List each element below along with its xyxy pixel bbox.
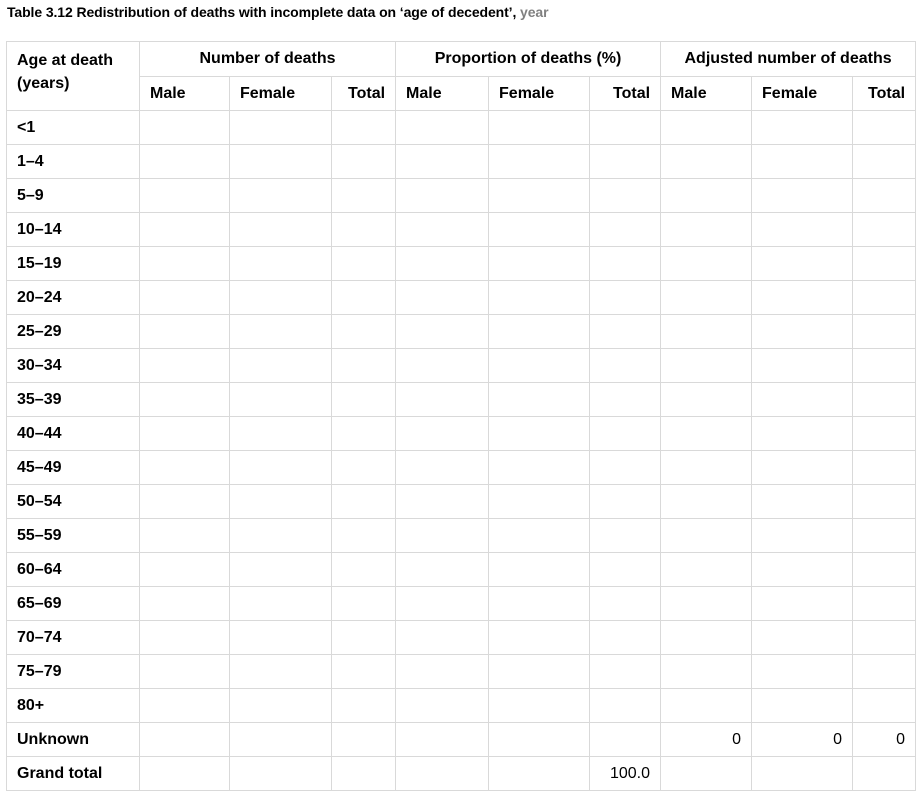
table-row: [7, 179, 916, 213]
data-cell: [590, 349, 661, 383]
data-cell: [396, 349, 489, 383]
data-cell: [489, 621, 590, 655]
data-cell: [661, 383, 752, 417]
data-cell: [396, 247, 489, 281]
data-cell: [752, 179, 853, 213]
age-group-label: 40–44: [7, 417, 140, 451]
data-cell: [140, 485, 230, 519]
data-cell: [140, 179, 230, 213]
data-cell: [853, 315, 916, 349]
data-cell: [853, 553, 916, 587]
data-cell: [590, 553, 661, 587]
data-cell: [752, 485, 853, 519]
data-cell: [853, 587, 916, 621]
data-cell: [230, 213, 332, 247]
caption-text: Table 3.12 Redistribution of deaths with incomplete data on ‘age of decedent’,: [7, 4, 517, 20]
data-cell: [590, 179, 661, 213]
data-cell: [661, 757, 752, 791]
data-cell: [590, 281, 661, 315]
data-cell: [140, 417, 230, 451]
subheader-total: Total: [853, 77, 916, 111]
data-cell: [332, 349, 396, 383]
data-cell: [752, 621, 853, 655]
age-group-label: 65–69: [7, 587, 140, 621]
subheader-male: Male: [140, 77, 230, 111]
table-body: [7, 42, 916, 791]
group-header-adjusted-number-of-deaths: Adjusted number of deaths: [661, 42, 916, 77]
data-cell: [661, 349, 752, 383]
data-cell: [489, 111, 590, 145]
data-cell: [140, 689, 230, 723]
data-cell: [140, 281, 230, 315]
data-cell: [140, 213, 230, 247]
age-group-label: 45–49: [7, 451, 140, 485]
row-header-label: Age at death (years): [7, 42, 140, 111]
data-cell: [752, 757, 853, 791]
data-cell: [332, 247, 396, 281]
data-cell: [230, 757, 332, 791]
data-cell: [853, 349, 916, 383]
data-cell: [489, 519, 590, 553]
data-cell: [332, 213, 396, 247]
age-group-label: 30–34: [7, 349, 140, 383]
data-cell: [661, 179, 752, 213]
data-cell: [752, 281, 853, 315]
data-cell: [332, 111, 396, 145]
data-cell: 0: [853, 723, 916, 757]
data-cell: [752, 349, 853, 383]
data-cell: [853, 485, 916, 519]
data-cell: [396, 281, 489, 315]
subheader-total: Total: [590, 77, 661, 111]
data-cell: [590, 383, 661, 417]
data-cell: [332, 485, 396, 519]
group-header-number-of-deaths: Number of deaths: [140, 42, 396, 77]
data-cell: [661, 145, 752, 179]
data-cell: [590, 451, 661, 485]
data-cell: [140, 723, 230, 757]
data-cell: [489, 349, 590, 383]
data-cell: [752, 247, 853, 281]
data-cell: [230, 485, 332, 519]
data-cell: [853, 247, 916, 281]
table-row: [7, 621, 916, 655]
data-cell: [853, 451, 916, 485]
age-group-label: 75–79: [7, 655, 140, 689]
data-cell: [396, 111, 489, 145]
table-row: [7, 757, 916, 791]
data-cell: [853, 655, 916, 689]
data-cell: [489, 757, 590, 791]
data-cell: [752, 553, 853, 587]
data-cell: [590, 519, 661, 553]
subheader-row: [7, 77, 916, 111]
data-cell: [396, 145, 489, 179]
data-cell: [590, 315, 661, 349]
age-group-label: 55–59: [7, 519, 140, 553]
data-cell: [489, 485, 590, 519]
data-cell: [140, 621, 230, 655]
data-cell: [396, 213, 489, 247]
data-cell: [590, 417, 661, 451]
data-cell: [590, 247, 661, 281]
data-cell: [853, 757, 916, 791]
data-cell: [396, 451, 489, 485]
data-cell: [230, 621, 332, 655]
data-cell: [661, 247, 752, 281]
data-cell: [230, 111, 332, 145]
data-cell: [230, 315, 332, 349]
table-row: [7, 281, 916, 315]
data-cell: [752, 111, 853, 145]
table-row: [7, 587, 916, 621]
data-cell: [396, 519, 489, 553]
data-cell: [332, 145, 396, 179]
data-cell: [661, 553, 752, 587]
subheader-male: Male: [661, 77, 752, 111]
data-cell: [489, 281, 590, 315]
group-header-proportion-of-deaths: Proportion of deaths (%): [396, 42, 661, 77]
data-cell: [590, 145, 661, 179]
data-cell: [853, 689, 916, 723]
data-cell: [230, 587, 332, 621]
age-group-label: 10–14: [7, 213, 140, 247]
data-cell: [230, 451, 332, 485]
data-cell: [396, 655, 489, 689]
data-cell: [590, 621, 661, 655]
data-cell: [489, 315, 590, 349]
data-cell: [332, 281, 396, 315]
data-cell: [140, 519, 230, 553]
data-cell: [853, 111, 916, 145]
data-cell: [489, 553, 590, 587]
data-cell: 0: [752, 723, 853, 757]
data-cell: [752, 655, 853, 689]
data-cell: [661, 451, 752, 485]
data-cell: [140, 757, 230, 791]
data-cell: [396, 315, 489, 349]
group-header-row: [7, 42, 916, 77]
data-cell: [140, 145, 230, 179]
age-group-label: 15–19: [7, 247, 140, 281]
data-cell: [853, 145, 916, 179]
table-row: [7, 519, 916, 553]
data-cell: 100.0: [590, 757, 661, 791]
data-cell: [140, 451, 230, 485]
data-cell: [140, 315, 230, 349]
age-group-label: 35–39: [7, 383, 140, 417]
age-group-label: Unknown: [7, 723, 140, 757]
table-row: [7, 417, 916, 451]
data-cell: 0: [661, 723, 752, 757]
data-cell: [489, 145, 590, 179]
data-cell: [332, 417, 396, 451]
table-row: [7, 689, 916, 723]
age-group-label: 5–9: [7, 179, 140, 213]
data-cell: [489, 655, 590, 689]
data-cell: [332, 587, 396, 621]
data-cell: [230, 179, 332, 213]
age-group-label: 20–24: [7, 281, 140, 315]
data-cell: [590, 485, 661, 519]
table-row: [7, 145, 916, 179]
subheader-male: Male: [396, 77, 489, 111]
data-cell: [230, 553, 332, 587]
data-cell: [230, 723, 332, 757]
data-cell: [661, 111, 752, 145]
data-cell: [489, 213, 590, 247]
data-cell: [332, 723, 396, 757]
data-cell: [140, 587, 230, 621]
age-group-label: 50–54: [7, 485, 140, 519]
data-cell: [853, 281, 916, 315]
table-row: [7, 111, 916, 145]
data-cell: [752, 315, 853, 349]
data-cell: [230, 655, 332, 689]
data-cell: [396, 383, 489, 417]
data-cell: [853, 621, 916, 655]
data-cell: [230, 417, 332, 451]
data-cell: [332, 757, 396, 791]
data-cell: [661, 281, 752, 315]
data-cell: [332, 621, 396, 655]
data-cell: [853, 383, 916, 417]
data-cell: [140, 111, 230, 145]
table-row: [7, 213, 916, 247]
table-row: [7, 485, 916, 519]
age-group-label: 60–64: [7, 553, 140, 587]
data-cell: [332, 655, 396, 689]
data-cell: [332, 689, 396, 723]
data-cell: [396, 417, 489, 451]
data-cell: [590, 689, 661, 723]
data-cell: [140, 655, 230, 689]
data-cell: [489, 689, 590, 723]
data-cell: [140, 553, 230, 587]
data-cell: [661, 315, 752, 349]
data-cell: [396, 689, 489, 723]
deaths-table: [6, 41, 916, 791]
table-row: [7, 383, 916, 417]
data-cell: [230, 349, 332, 383]
data-cell: [332, 519, 396, 553]
data-cell: [332, 383, 396, 417]
data-cell: [853, 417, 916, 451]
data-cell: [332, 451, 396, 485]
data-cell: [752, 417, 853, 451]
data-cell: [590, 587, 661, 621]
data-cell: [853, 179, 916, 213]
data-cell: [396, 757, 489, 791]
age-group-label: Grand total: [7, 757, 140, 791]
age-group-label: 70–74: [7, 621, 140, 655]
data-cell: [396, 485, 489, 519]
data-cell: [489, 417, 590, 451]
table-row: [7, 349, 916, 383]
data-cell: [661, 485, 752, 519]
data-cell: [853, 213, 916, 247]
age-group-label: 1–4: [7, 145, 140, 179]
subheader-total: Total: [332, 77, 396, 111]
data-cell: [661, 655, 752, 689]
data-cell: [332, 315, 396, 349]
data-cell: [661, 213, 752, 247]
data-cell: [140, 383, 230, 417]
data-cell: [396, 587, 489, 621]
table-row: [7, 655, 916, 689]
data-cell: [140, 349, 230, 383]
data-cell: [489, 587, 590, 621]
table-row: [7, 451, 916, 485]
data-cell: [752, 519, 853, 553]
subheader-female: Female: [752, 77, 853, 111]
data-cell: [396, 723, 489, 757]
age-group-label: 80+: [7, 689, 140, 723]
data-cell: [489, 451, 590, 485]
data-cell: [489, 383, 590, 417]
data-cell: [661, 587, 752, 621]
data-cell: [332, 179, 396, 213]
data-cell: [590, 655, 661, 689]
data-cell: [661, 519, 752, 553]
data-cell: [752, 587, 853, 621]
data-cell: [590, 723, 661, 757]
data-cell: [489, 179, 590, 213]
data-cell: [230, 383, 332, 417]
data-cell: [332, 553, 396, 587]
data-cell: [853, 519, 916, 553]
data-cell: [752, 213, 853, 247]
data-cell: [230, 281, 332, 315]
data-cell: [752, 689, 853, 723]
data-cell: [489, 247, 590, 281]
data-cell: [230, 689, 332, 723]
data-cell: [489, 723, 590, 757]
table-row: [7, 723, 916, 757]
data-cell: [590, 111, 661, 145]
data-cell: [140, 247, 230, 281]
data-cell: [752, 451, 853, 485]
data-cell: [661, 621, 752, 655]
caption-year-placeholder: year: [520, 4, 549, 20]
age-group-label: <1: [7, 111, 140, 145]
data-cell: [590, 213, 661, 247]
data-cell: [396, 553, 489, 587]
data-cell: [396, 621, 489, 655]
subheader-female: Female: [489, 77, 590, 111]
table-row: [7, 315, 916, 349]
subheader-female: Female: [230, 77, 332, 111]
table-row: [7, 247, 916, 281]
data-cell: [661, 417, 752, 451]
data-cell: [661, 689, 752, 723]
data-cell: [230, 247, 332, 281]
age-group-label: 25–29: [7, 315, 140, 349]
data-cell: [396, 179, 489, 213]
data-cell: [230, 145, 332, 179]
table-caption: [7, 4, 548, 20]
data-cell: [230, 519, 332, 553]
data-cell: [752, 383, 853, 417]
table-row: [7, 553, 916, 587]
data-cell: [752, 145, 853, 179]
